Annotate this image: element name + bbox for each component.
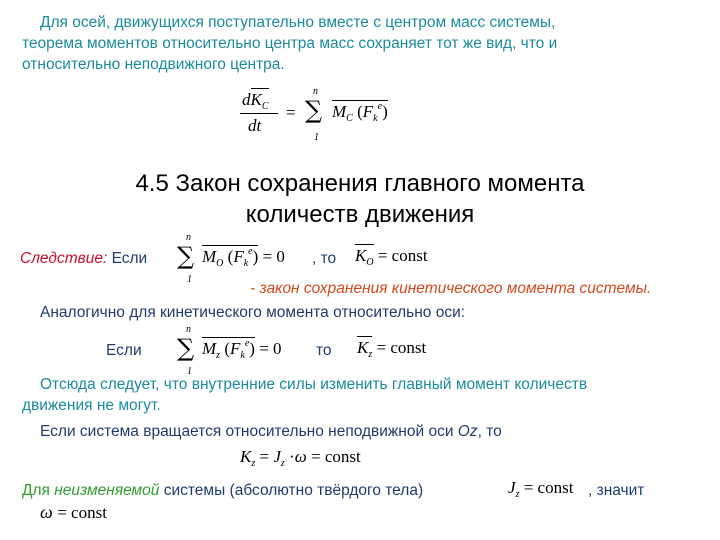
axis-if: Если	[106, 342, 142, 359]
equals-sign: =	[286, 103, 296, 122]
rotation-line: Если система вращается относительно неподвижной оси Oz, то	[40, 423, 502, 440]
formula-jz-const: $J_z$ = const	[508, 478, 574, 500]
intro-line-2: теорема моментов относительно центра масс сохраняет тот же вид, что и	[22, 35, 558, 52]
axis-then: то	[316, 342, 332, 359]
formula-sum-mo-zero	[170, 230, 310, 285]
formula-dkc-dt	[238, 82, 418, 152]
formula-ko-const: $K_O$ = const	[355, 246, 428, 268]
law-statement: - закон сохранения кинетического момента системы.	[250, 280, 652, 297]
sum-sigma-icon: ∑	[177, 334, 195, 362]
fraction-denominator: dt	[248, 116, 262, 135]
sum-lower-limit: 1	[187, 274, 192, 285]
moment-term: $M_z$ $(F_k^e) = 0$	[202, 338, 282, 361]
section-heading-line-1: 4.5 Закон сохранения главного момента	[135, 170, 585, 197]
moment-term: $M_C$ $(F_k^e)$	[332, 101, 388, 124]
corollary-if: Если	[111, 250, 148, 267]
sum-upper-limit: n	[186, 324, 191, 335]
sum-lower-limit: 1	[187, 366, 192, 377]
internal-forces-line-1: Отсюда следует, что внутренние силы изменить главный момент количеств	[40, 376, 588, 393]
sum-sigma-icon: ∑	[305, 96, 323, 124]
intro-line-1: Для осей, движущихся поступательно вместе с центром масс системы,	[40, 14, 556, 31]
corollary-line	[20, 248, 147, 269]
fraction-bar	[240, 113, 278, 114]
rigid-body-tail: , значит	[588, 482, 645, 499]
sum-sigma-icon: ∑	[177, 242, 195, 270]
corollary-label: Следствие:	[20, 250, 108, 267]
sum-upper-limit: n	[186, 232, 191, 243]
corollary-then: , то	[312, 250, 337, 267]
moment-term: $M_O$ $(F_k^e) = 0$	[202, 246, 285, 269]
formula-omega-const: ω = const	[40, 502, 107, 522]
sum-upper-limit: n	[313, 86, 318, 97]
section-heading-line-2: количеств движения	[245, 201, 475, 228]
formula-sum-mz-zero	[170, 322, 310, 377]
intro-line-3: относительно неподвижного центра.	[22, 56, 285, 73]
formula-kz-jz-omega: $K_z = J_z \cdot\omega$ = const	[240, 447, 361, 469]
fraction-numerator: $dK_C$	[242, 90, 269, 112]
rigid-body-line: Для неизменяемой системы (абсолютно твёрдого тела)	[22, 482, 424, 499]
formula-kz-const: $K_z$ = const	[357, 338, 427, 360]
sum-lower-limit: 1	[314, 132, 319, 143]
internal-forces-line-2: движения не могут.	[22, 397, 161, 414]
axis-paragraph: Аналогично для кинетического момента относительно оси:	[40, 304, 466, 321]
